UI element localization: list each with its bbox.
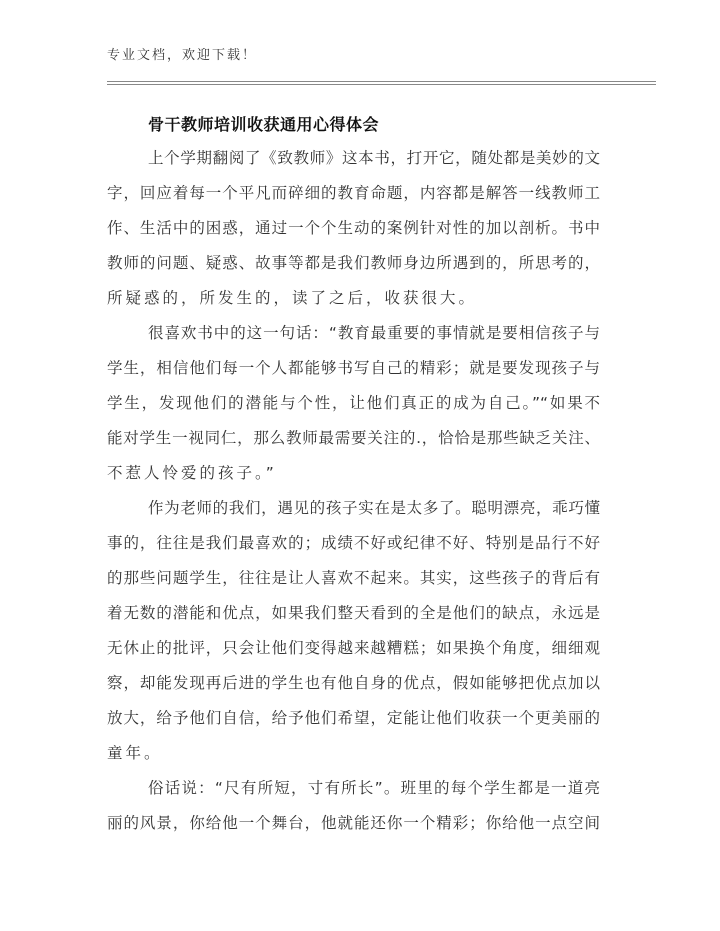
paragraph-line: 察，却能发现再后进的学生也有他自身的优点，假如能够把优点加以 — [107, 674, 600, 692]
paragraph-line: 童年。 — [107, 744, 163, 762]
paragraph-line: 很喜欢书中的这一句话：“教育最重要的事情就是要相信孩子与 — [148, 324, 600, 342]
header-divider — [107, 81, 656, 82]
paragraph — [107, 145, 600, 320]
paragraph-line: 上个学期翻阅了《致教师》这本书，打开它，随处都是美妙的文 — [148, 149, 600, 167]
paragraph-line: 能对学生一视同仁，那么教师最需要关注的.，恰恰是那些缺乏关注、 — [107, 429, 600, 447]
page-header-text: 专业文档，欢迎下载！ — [107, 48, 258, 63]
paragraph-line: 作、生活中的困惑，通过一个个生动的案例针对性的加以剖析。书中 — [107, 219, 600, 237]
document-body — [107, 145, 600, 845]
paragraph-line: 不惹人怜爱的孩子。” — [107, 464, 277, 482]
paragraph-line: 字，回应着每一个平凡而碎细的教育命题，内容都是解答一线教师工 — [107, 184, 600, 202]
paragraph — [107, 775, 600, 845]
paragraph-line: 的那些问题学生，往往是让人喜欢不起来。其实，这些孩子的背后有 — [107, 569, 600, 587]
paragraph — [107, 320, 600, 495]
paragraph-line: 放大，给予他们自信，给予他们希望，定能让他们收获一个更美丽的 — [107, 709, 600, 727]
paragraph-line: 着无数的潜能和优点，如果我们整天看到的全是他们的缺点，永远是 — [107, 604, 600, 622]
header-divider — [107, 84, 656, 85]
paragraph-line: 无休止的批评，只会让他们变得越来越糟糕；如果换个角度，细细观 — [107, 639, 600, 657]
paragraph-line: 所疑惑的，所发生的，读了之后，收获很大。 — [107, 289, 478, 307]
paragraph — [107, 495, 600, 775]
paragraph-line: 教师的问题、疑惑、故事等都是我们教师身边所遇到的，所思考的， — [107, 254, 600, 272]
paragraph-line: 事的，往往是我们最喜欢的；成绩不好或纪律不好、特别是品行不好 — [107, 534, 600, 552]
paragraph-line: 俗话说：“尺有所短，寸有所长”。班里的每个学生都是一道亮 — [148, 779, 600, 797]
paragraph-line: 作为老师的我们，遇见的孩子实在是太多了。聪明漂亮，乖巧懂 — [148, 499, 600, 517]
paragraph-line: 学生，发现他们的潜能与个性，让他们真正的成为自己。”“如果不 — [107, 394, 600, 412]
document-title: 骨干教师培训收获通用心得体会 — [148, 115, 380, 134]
paragraph-line: 丽的风景，你给他一个舞台，他就能还你一个精彩；你给他一点空间 — [107, 814, 600, 832]
paragraph-line: 学生，相信他们每一个人都能够书写自己的精彩；就是要发现孩子与 — [107, 359, 600, 377]
